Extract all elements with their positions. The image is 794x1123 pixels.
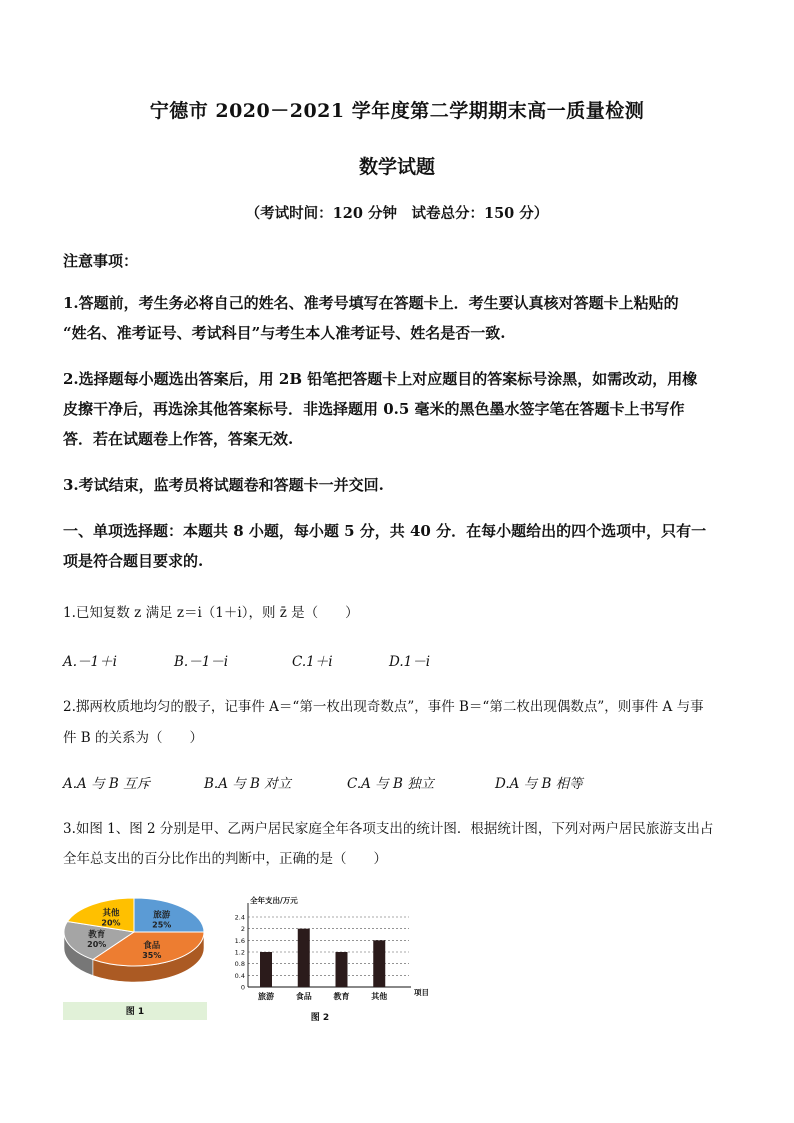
section-heading: 一、单项选择题：本题共 8 小题，每小题 5 分，共 40 分．在每小题给出的四个选项中，只有一 (63, 522, 707, 540)
question-3-stem: 3.如图 1、图 2 分别是甲、乙两户居民家庭全年各项支出的统计图．根据统计图，下列对两户居民旅游支出占 (63, 821, 714, 837)
notice-line: 2.选择题每小题选出答案后，用 2B 铅笔把答题卡上对应题目的答案标号涂黑，如需改动，用橡 (63, 370, 698, 388)
pie-label-2: 教育 (88, 929, 106, 940)
x-tick-label: 旅游 (258, 992, 274, 1001)
notice-heading: 注意事项： (63, 252, 139, 270)
option-b: B.－1－i (174, 654, 229, 670)
exam-title: 宁德市 2020－2021 学年度第二学期期末高一质量检测 (149, 100, 645, 122)
notice-line: 皮擦干净后，再选涂其他答案标号．非选择题用 0.5 毫米的黑色墨水签字笔在答题卡上书写作 (63, 400, 685, 418)
y-tick-label: 0 (240, 983, 245, 992)
y-tick-label: 2 (240, 925, 245, 934)
notice-line: 1.答题前，考生务必将自己的姓名、准考号填写在答题卡上．考生要认真核对答题卡上粘贴的 (63, 294, 679, 312)
bar-0 (260, 952, 272, 987)
pie-value-label-3: 20% (101, 918, 121, 928)
subject-title: 数学试题 (358, 156, 435, 178)
pie-label-1: 食品 (143, 940, 161, 951)
figure-2-caption: 图 2 (310, 1013, 330, 1023)
bar-1 (298, 929, 310, 987)
question-2-stem-cont: 件 B 的关系为（ ） (63, 730, 204, 746)
y-tick-label: 1.2 (234, 948, 245, 957)
notice-line: 3.考试结束，监考员将试题卷和答题卡一并交回. (63, 476, 384, 494)
pie-value-label-1: 35% (142, 950, 162, 960)
option-d: D.A 与 B 相等 (495, 776, 583, 792)
notice-line: “姓名、准考证号、考试科目”与考生本人准考证号、姓名是否一致. (63, 324, 506, 342)
option-d: D.1－i (389, 654, 431, 670)
section-heading-cont: 项是符合题目要求的. (63, 552, 204, 570)
x-tick-label: 食品 (295, 992, 312, 1001)
option-a: A.－1＋i (63, 654, 117, 670)
bar-3 (373, 940, 385, 987)
option-c: C.1＋i (292, 654, 333, 670)
option-c: C.A 与 B 独立 (347, 776, 435, 792)
pie-value-label-0: 25% (152, 920, 172, 930)
x-tick-label: 其他 (371, 992, 388, 1001)
y-tick-label: 1.6 (234, 936, 245, 945)
y-tick-label: 0.8 (234, 960, 245, 969)
x-tick-label: 教育 (333, 992, 350, 1001)
question-2-stem: 2.掷两枚质地均匀的骰子，记事件 A＝“第一枚出现奇数点”，事件 B＝“第二枚出现偶数点”，则事件 A 与事 (63, 699, 704, 715)
bar-chart (226, 890, 436, 1010)
option-a: A.A 与 B 互斥 (63, 776, 151, 792)
pie-label-3: 其他 (102, 908, 120, 919)
question-1-stem: 1.已知复数 z 满足 z＝i（1＋i），则 z̄ 是（ ） (63, 605, 359, 621)
exam-info: （考试时间：120 分钟 试卷总分：150 分） (245, 205, 549, 222)
bar-2 (336, 952, 348, 987)
figure-1-caption: 图 1 (63, 1002, 207, 1020)
pie-value-label-2: 20% (87, 939, 107, 949)
notice-line: 答．若在试题卷上作答，答案无效. (63, 430, 294, 448)
pie-label-0: 旅游 (153, 910, 171, 921)
x-axis-title: 项目 (414, 988, 429, 997)
pie-chart (62, 886, 210, 998)
y-tick-label: 2.4 (234, 913, 245, 922)
option-b: B.A 与 B 对立 (204, 776, 292, 792)
y-axis-title: 全年支出/万元 (250, 896, 298, 905)
y-tick-label: 0.4 (234, 971, 245, 980)
question-3-stem-cont: 全年总支出的百分比作出的判断中，正确的是（ ） (63, 851, 387, 867)
